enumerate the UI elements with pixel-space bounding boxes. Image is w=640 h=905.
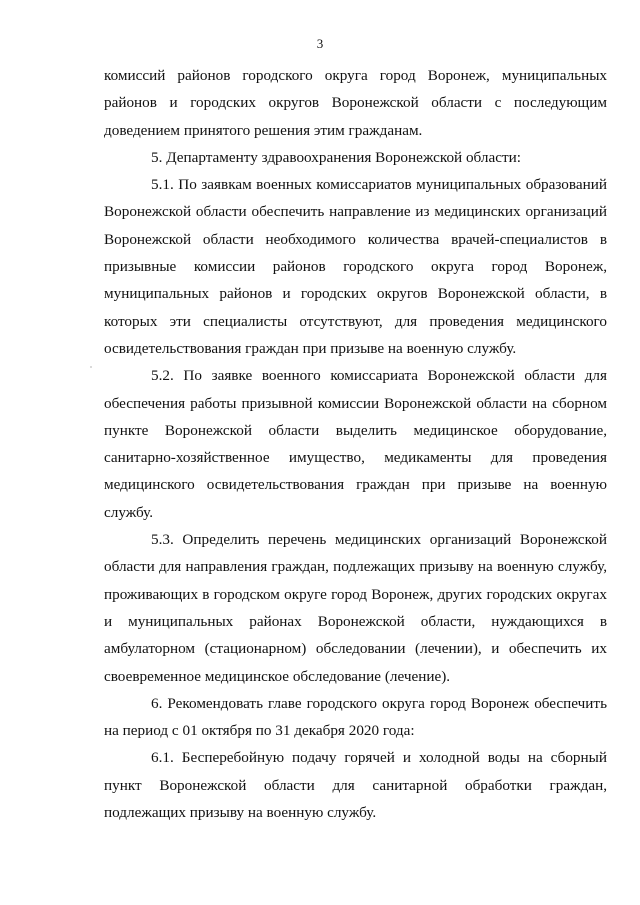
page-number: 3 bbox=[316, 36, 324, 51]
paragraph-5-3: 5.3. Определить перечень медицинских организаций Воронежской области для направления граждан, подлежащих призыву на военную службу, проживающих в городском округе город Воронеж, других городских округах и муниципальных районах Воронежской области, нуждающихся в амбулаторном (стационарном) обследовании (лечении), и обеспечить их своевременное медицинское обследование (лечение). bbox=[104, 531, 607, 685]
paragraph-6-1: 6.1. Бесперебойную подачу горячей и холодной воды на сборный пункт Воронежской области для санитарной обработки граждан, подлежащих призыву на военную службу. bbox=[104, 749, 607, 822]
paragraph-continuation: комиссий районов городского округа город Воронеж, муниципальных районов и городских округов Воронежской области с последующим доведением принятого решения этим гражданам. bbox=[104, 67, 607, 139]
paragraph-5-1: 5.1. По заявкам военных комиссариатов муниципальных образований Воронежской области обеспечить направление из медицинских организаций Воронежской области необходимого количества врачей-специалистов в призывные комиссии районов городского округа город Воронеж, муниципальных районов и городских округов Воронежской области, в которых эти специалисты отсутствуют, для проведения медицинского освидетельствования граждан при призыве на военную службу. bbox=[104, 176, 607, 357]
paragraph-6-recommendation: 6. Рекомендовать главе городского округа город Воронеж обеспечить на период с 01 октября по 31 декабря 2020 года: bbox=[104, 694, 607, 740]
paragraph-5-health-department: 5. Департаменту здравоохранения Воронежской области: bbox=[151, 148, 521, 166]
paragraph-5-2: 5.2. По заявке военного комиссариата Воронежской области для обеспечения работы призывной комиссии Воронежской области на сборном пункте Воронежской области выделить медицинское оборудование, санитарно-хозяйственное имущество, медикаменты для проведения медицинского освидетельствования граждан при призыве на военную службу. bbox=[104, 367, 607, 521]
document-body bbox=[104, 62, 607, 826]
scan-artifact-dot bbox=[90, 366, 92, 368]
